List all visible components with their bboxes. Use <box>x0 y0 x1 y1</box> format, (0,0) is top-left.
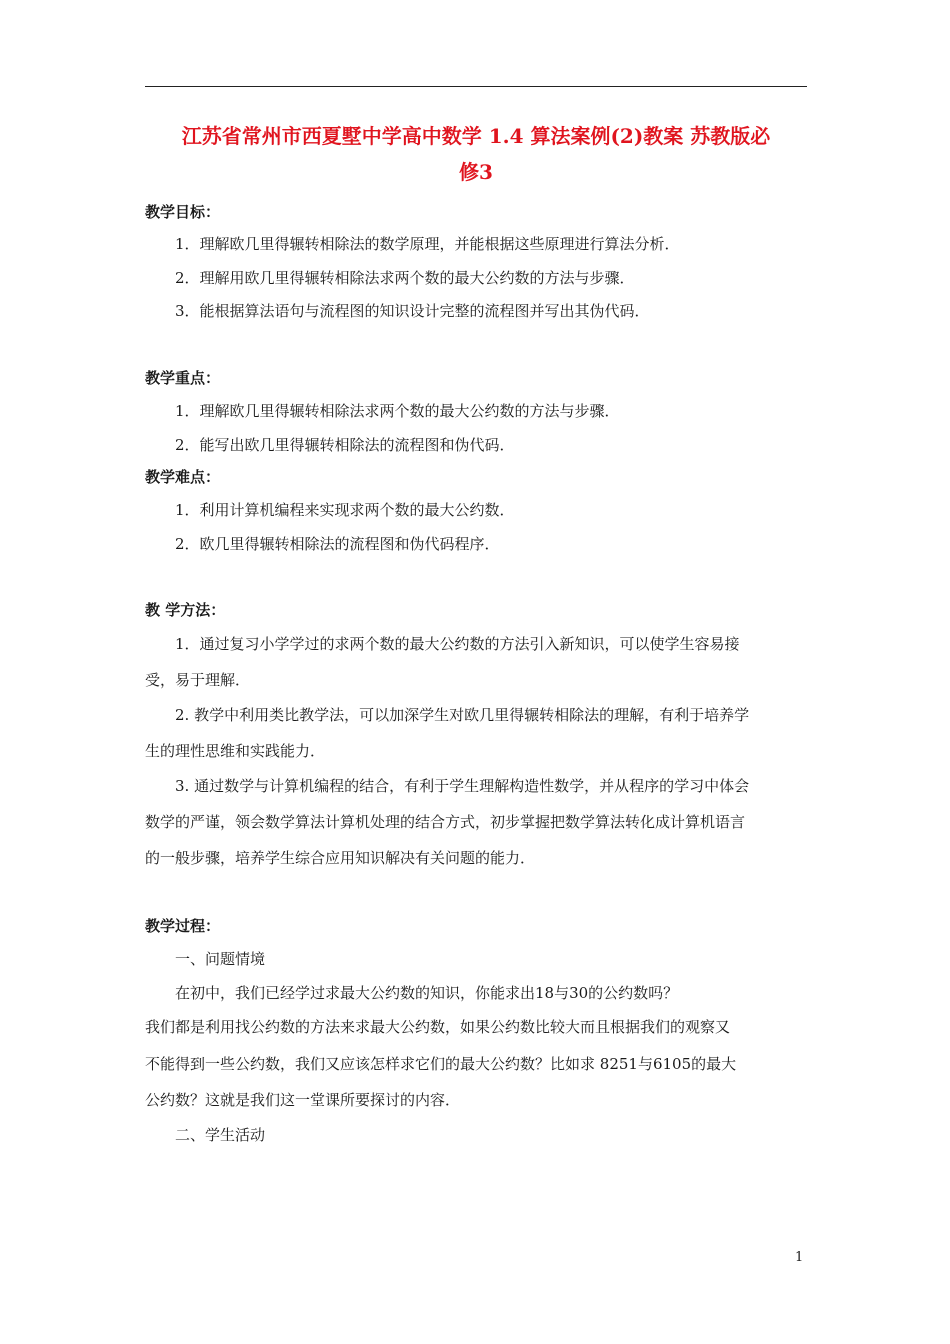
methods-line: 生的理性思维和实践能力． <box>145 742 326 760</box>
process-paragraph: 在初中，我们已经学过求最大公约数的知识，你能求出18与30的公约数吗？ <box>175 984 679 1002</box>
objective-item: 3．能根据算法语句与流程图的知识设计完整的流程图并写出其伪代码． <box>175 302 650 320</box>
methods-line: 3. 通过数学与计算机编程的结合，有利于学生理解构造性数学，并从程序的学习中体会 <box>175 777 750 795</box>
methods-line: 2. 教学中利用类比教学法，可以加深学生对欧几里得辗转相除法的理解，有利于培养学 <box>175 706 750 724</box>
process-heading: 教学过程： <box>145 917 221 935</box>
page-number: 1 <box>795 1250 804 1265</box>
difficulties-heading: 教学难点： <box>145 468 221 486</box>
title-line-2: 修3 <box>459 160 493 184</box>
process-paragraph-line: 我们都是利用找公约数的方法来求最大公约数，如果公约数比较大而且根据我们的观察又 <box>145 1018 731 1036</box>
key-points-heading: 教学重点： <box>145 369 221 387</box>
difficulty-item: 1．利用计算机编程来实现求两个数的最大公约数． <box>175 501 515 519</box>
methods-line: 的一般步骤，培养学生综合应用知识解决有关问题的能力． <box>145 849 536 867</box>
methods-line: 1．通过复习小学学过的求两个数的最大公约数的方法引入新知识，可以使学生容易接 <box>175 635 740 653</box>
header-rule <box>145 86 807 87</box>
objective-item: 1．理解欧几里得辗转相除法的数学原理，并能根据这些原理进行算法分析． <box>175 235 680 253</box>
section-heading-1: 一、问题情境 <box>175 950 266 968</box>
process-paragraph-line: 公约数？这就是我们这一堂课所要探讨的内容． <box>145 1091 461 1109</box>
methods-heading: 教 学方法： <box>145 601 226 619</box>
difficulty-item: 2．欧几里得辗转相除法的流程图和伪代码程序． <box>175 535 500 553</box>
methods-line: 受，易于理解． <box>145 671 251 689</box>
methods-line: 数学的严谨，领会数学算法计算机处理的结合方式，初步掌握把数学算法转化成计算机语言 <box>145 813 746 831</box>
objective-item: 2．理解用欧几里得辗转相除法求两个数的最大公约数的方法与步骤． <box>175 269 635 287</box>
key-point-item: 2．能写出欧几里得辗转相除法的流程图和伪代码． <box>175 436 515 454</box>
objectives-heading: 教学目标： <box>145 203 221 221</box>
section-heading-2: 二、学生活动 <box>175 1126 266 1144</box>
key-point-item: 1．理解欧几里得辗转相除法求两个数的最大公约数的方法与步骤． <box>175 402 620 420</box>
process-paragraph-line: 不能得到一些公约数，我们又应该怎样求它们的最大公约数？比如求 8251与6105的最大 <box>145 1055 737 1073</box>
title-line-1: 江苏省常州市西夏墅中学高中数学 1.4 算法案例(2)教案 苏教版必 <box>181 124 771 148</box>
document-title <box>140 118 812 190</box>
